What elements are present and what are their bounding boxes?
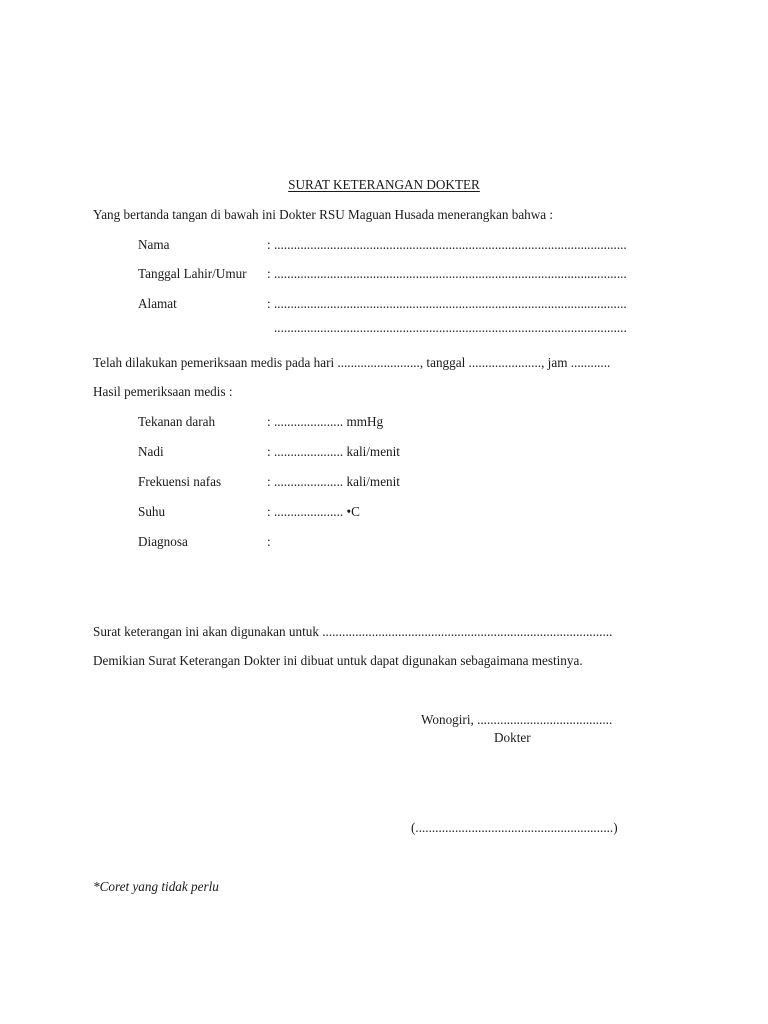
field-value-alamat-line2: ........................................................................................................... bbox=[274, 320, 627, 335]
exam-date-line: Telah dilakukan pemeriksaan medis pada hari ........................., tanggal ......................, jam ............ bbox=[93, 355, 611, 370]
result-label-frekuensi-nafas: Frekuensi nafas bbox=[138, 474, 222, 489]
document-title-text: SURAT KETERANGAN DOKTER bbox=[288, 177, 480, 192]
document-title bbox=[0, 177, 768, 193]
signature-name-line: (............................................................) bbox=[411, 820, 618, 835]
results-heading: Hasil pemeriksaan medis : bbox=[93, 384, 233, 399]
result-label-suhu: Suhu bbox=[138, 504, 166, 519]
result-value-nadi: : ..................... kali/menit bbox=[267, 444, 400, 459]
signature-role: Dokter bbox=[494, 730, 531, 745]
result-value-tekanan-darah: : ..................... mmHg bbox=[267, 414, 384, 429]
result-label-tekanan-darah: Tekanan darah bbox=[138, 414, 216, 429]
field-label-nama: Nama bbox=[138, 237, 170, 252]
field-label-tanggal-lahir: Tanggal Lahir/Umur bbox=[138, 266, 247, 281]
field-value-alamat: : ........................................................................................................... bbox=[267, 296, 627, 311]
footnote: *Coret yang tidak perlu bbox=[93, 879, 219, 894]
result-value-suhu: : ..................... •C bbox=[267, 504, 360, 519]
intro-text: Yang bertanda tangan di bawah ini Dokter RSU Maguan Husada menerangkan bahwa : bbox=[93, 207, 554, 222]
field-value-tanggal-lahir: : ........................................................................................................... bbox=[267, 266, 627, 281]
result-label-diagnosa: Diagnosa bbox=[138, 534, 188, 549]
field-label-alamat: Alamat bbox=[138, 296, 177, 311]
field-value-nama: : ........................................................................................................... bbox=[267, 237, 627, 252]
result-value-frekuensi-nafas: : ..................... kali/menit bbox=[267, 474, 400, 489]
purpose-line: Surat keterangan ini akan digunakan untuk ........................................................................................ bbox=[93, 624, 613, 639]
closing-line: Demikian Surat Keterangan Dokter ini dibuat untuk dapat digunakan sebagaimana mestinya. bbox=[93, 653, 583, 668]
result-label-nadi: Nadi bbox=[138, 444, 164, 459]
signature-place-date: Wonogiri, ......................................... bbox=[421, 712, 613, 727]
result-value-diagnosa: : bbox=[267, 534, 271, 549]
